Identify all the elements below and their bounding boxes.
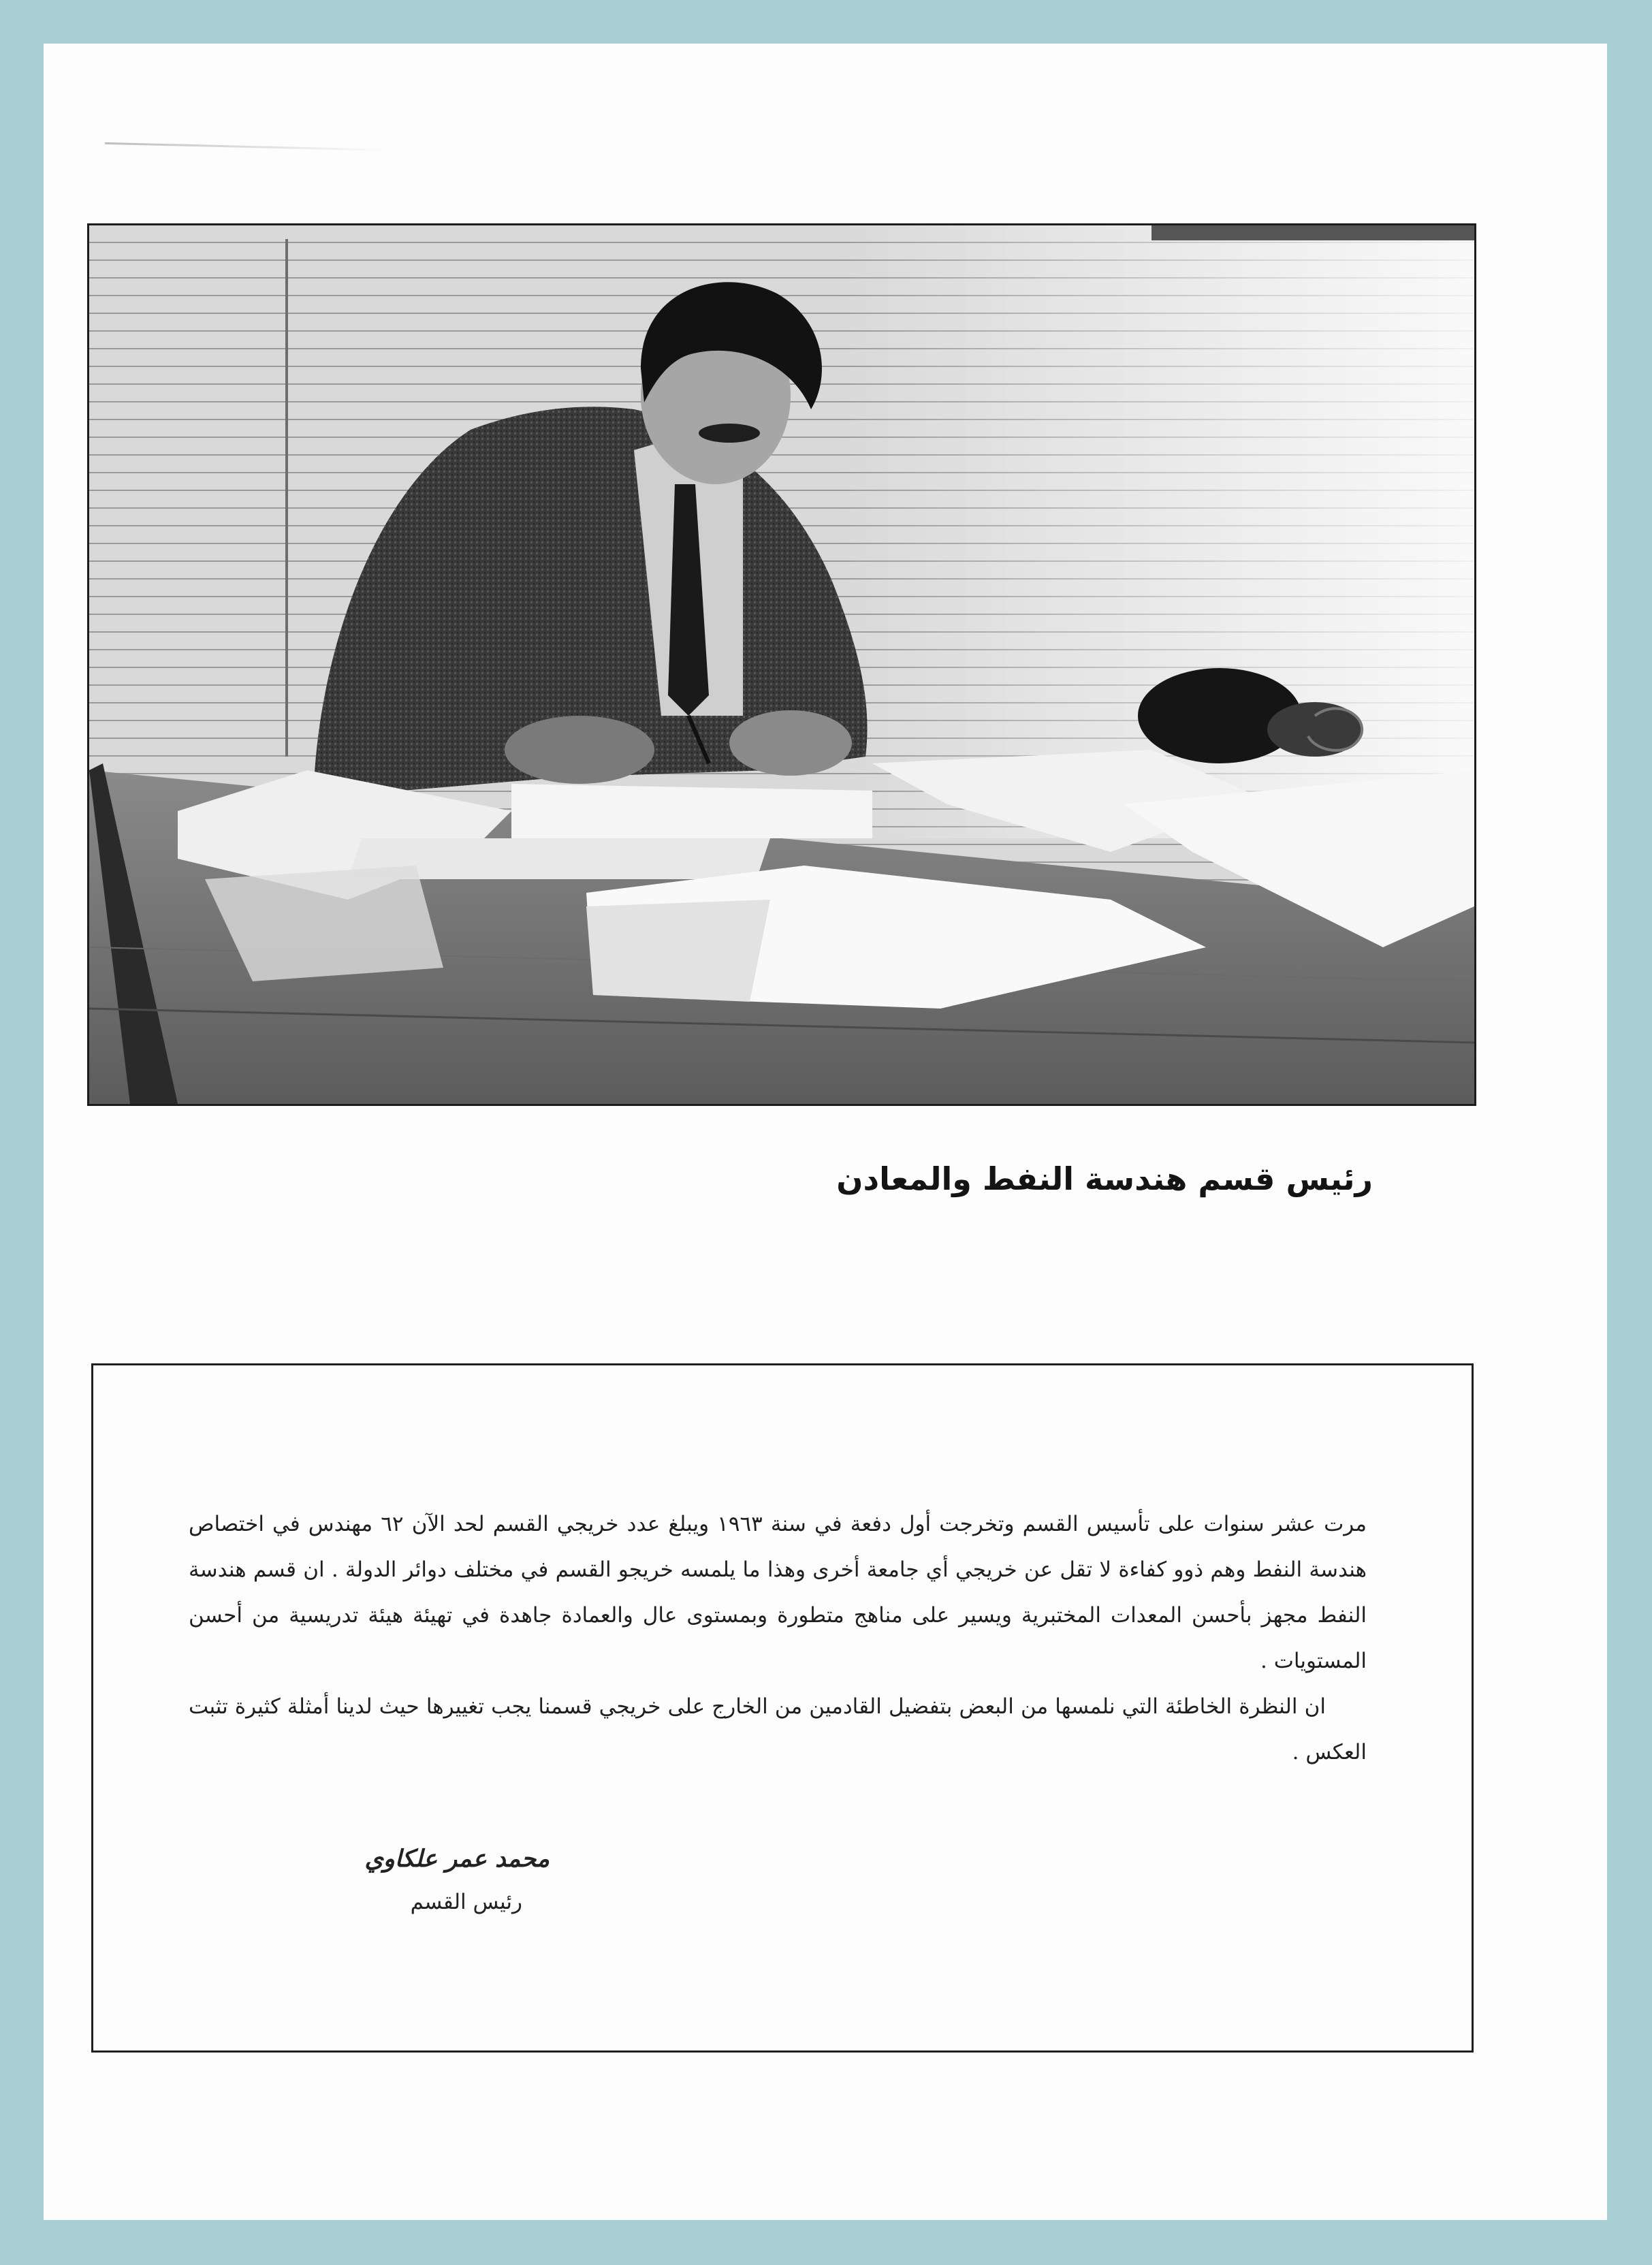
letter-paragraph-1: مرت عشر سنوات على تأسيس القسم وتخرجت أول دفعة في سنة ١٩٦٣ ويبلغ عدد خريجي القسم لحد الآن ٦٢ مهندس في اختصاص هندسة النفط وهم ذوو كفاءة لا تقل عن خريجي أي جامعة أخرى وهذا ما يلمسه خريجو القسم في مختلف دوائر الدولة . ان قسم هندسة النفط مجهز بأحسن المعدات المختبرية ويسير على مناهج متطورة وبمستوى عال والعمادة جاهدة في تهيئة هيئة تدريسية من أحسن المستويات . — [189, 1512, 1367, 1673]
portrait-photo — [87, 223, 1476, 1106]
photo-illustration — [89, 225, 1474, 1104]
document-page — [44, 44, 1607, 2220]
photo-caption: رئيس قسم هندسة النفط والمعادن — [836, 1160, 1373, 1197]
letter-paragraph-2: ان النظرة الخاطئة التي نلمسها من البعض بتفضيل القادمين من الخارج على خريجي قسمنا يجب تغييرها حيث لدينا أمثلة كثيرة تثبت العكس . — [189, 1694, 1367, 1764]
page-scratch-mark — [105, 142, 391, 151]
signature-block — [318, 1835, 550, 1921]
signature-name: محمد عمر علكاوي — [364, 1845, 550, 1873]
letter-body — [189, 1502, 1367, 1775]
letter-box — [91, 1363, 1474, 2053]
signature-title: رئيس القسم — [410, 1890, 522, 1914]
